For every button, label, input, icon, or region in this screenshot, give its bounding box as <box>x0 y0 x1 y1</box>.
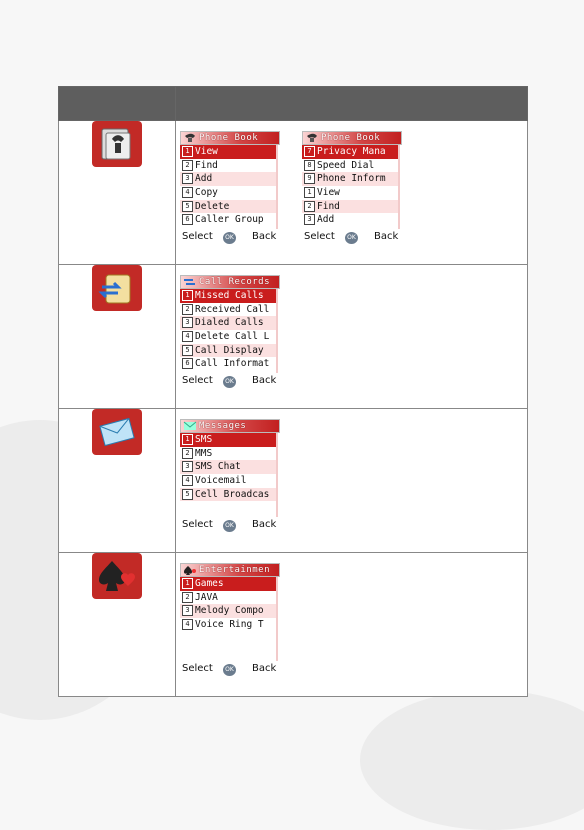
menu-item-label: Voice Ring T <box>195 619 264 631</box>
menu-item-number: 5 <box>182 489 193 500</box>
phone-handset-icon <box>305 133 319 143</box>
softkey-bar <box>182 231 282 245</box>
menu-item-number: 4 <box>182 475 193 486</box>
screen-cell <box>176 265 528 409</box>
menu-item-label: Add <box>317 214 335 226</box>
menu-item-number: 3 <box>182 605 193 616</box>
menu-list <box>180 433 278 517</box>
menu-item-label: Call Display <box>195 344 264 356</box>
messages-envelope-icon <box>92 409 142 455</box>
menu-item-number: 5 <box>182 201 193 212</box>
menu-item[interactable] <box>180 357 276 371</box>
menu-item-number: 6 <box>182 358 193 369</box>
softkey-bar <box>304 231 404 245</box>
menu-item-number: 2 <box>182 448 193 459</box>
menu-item-label: Received Call <box>195 303 270 315</box>
ok-key-icon[interactable]: OK <box>223 232 236 244</box>
menu-item[interactable] <box>180 433 276 447</box>
menu-item-number: 5 <box>182 345 193 356</box>
menu-item-number: 1 <box>182 290 193 301</box>
menu-item-number: 3 <box>182 461 193 472</box>
menu-table <box>58 86 528 697</box>
menu-item-label: JAVA <box>195 591 218 603</box>
screen-title: Phone Book <box>199 133 259 143</box>
menu-item-label: Games <box>195 578 224 589</box>
menu-item-label: Voicemail <box>195 475 247 487</box>
menu-item[interactable] <box>180 213 276 227</box>
phone-book-icon <box>92 121 142 167</box>
menu-item[interactable] <box>180 447 276 461</box>
menu-item-label: View <box>317 187 340 199</box>
menu-item[interactable] <box>180 344 276 358</box>
menu-list <box>180 145 278 229</box>
menu-item-number: 2 <box>182 592 193 603</box>
table-body <box>59 121 528 697</box>
phone-screen <box>180 417 280 541</box>
menu-item-label: Cell Broadcas <box>195 488 270 500</box>
screen-cell <box>176 553 528 697</box>
menu-item[interactable] <box>180 577 276 591</box>
phone-screen <box>302 129 402 253</box>
menu-item[interactable] <box>302 172 398 186</box>
menu-item-label: SMS Chat <box>195 461 241 473</box>
menu-item-number: 6 <box>182 214 193 225</box>
screen-title: Messages <box>199 421 247 431</box>
select-softkey[interactable]: Select <box>304 231 335 242</box>
table-row <box>59 553 528 697</box>
screen-title-bar <box>302 131 402 145</box>
menu-item-label: Delete Call L <box>195 331 270 343</box>
select-softkey[interactable]: Select <box>182 231 213 242</box>
icon-cell <box>59 553 176 697</box>
back-softkey[interactable]: Back <box>374 231 399 242</box>
softkey-bar <box>182 663 282 677</box>
menu-item[interactable] <box>180 474 276 488</box>
table-row <box>59 265 528 409</box>
menu-item[interactable] <box>302 186 398 200</box>
ok-key-icon[interactable]: OK <box>345 232 358 244</box>
select-softkey[interactable]: Select <box>182 663 213 674</box>
menu-item[interactable] <box>302 200 398 214</box>
menu-item-number: 9 <box>304 173 315 184</box>
menu-item-number: 4 <box>182 619 193 630</box>
menu-item[interactable] <box>180 145 276 159</box>
menu-item[interactable] <box>180 303 276 317</box>
screen-title-bar <box>180 131 280 145</box>
menu-item[interactable] <box>180 591 276 605</box>
background-decoration <box>360 690 584 830</box>
screen-title: Call Records <box>199 277 271 287</box>
back-softkey[interactable]: Back <box>252 231 277 242</box>
menu-item-label: Call Informat <box>195 358 270 370</box>
menu-item[interactable] <box>180 604 276 618</box>
menu-item-label: Caller Group <box>195 214 264 226</box>
menu-item[interactable] <box>180 316 276 330</box>
screen-title-bar <box>180 275 280 289</box>
table-header-screens <box>176 87 528 121</box>
menu-item[interactable] <box>180 289 276 303</box>
menu-item-number: 8 <box>304 160 315 171</box>
table-header-row <box>59 87 528 121</box>
ok-key-icon[interactable]: OK <box>223 664 236 676</box>
select-softkey[interactable]: Select <box>182 375 213 386</box>
menu-item-label: Delete <box>195 200 230 212</box>
softkey-bar <box>182 519 282 533</box>
menu-item-label: Melody Compo <box>195 605 264 617</box>
menu-item-number: 3 <box>182 173 193 184</box>
envelope-small-icon <box>183 421 197 431</box>
menu-item-number: 2 <box>182 160 193 171</box>
menu-item-number: 3 <box>182 317 193 328</box>
select-softkey[interactable]: Select <box>182 519 213 530</box>
menu-item-number: 1 <box>182 434 193 445</box>
icon-cell <box>59 121 176 265</box>
menu-item[interactable] <box>180 460 276 474</box>
menu-item-label: View <box>195 146 218 157</box>
phone-screen <box>180 561 280 685</box>
menu-item[interactable] <box>302 145 398 159</box>
icon-cell <box>59 409 176 553</box>
menu-list <box>180 289 278 373</box>
menu-item-number: 7 <box>304 146 315 157</box>
menu-item-label: Speed Dial <box>317 159 375 171</box>
icon-cell <box>59 265 176 409</box>
menu-item-label: Missed Calls <box>195 290 264 301</box>
menu-item[interactable] <box>180 200 276 214</box>
call-records-icon <box>92 265 142 311</box>
phone-screen <box>180 273 280 397</box>
menu-item-number: 1 <box>182 578 193 589</box>
menu-item-number: 1 <box>182 146 193 157</box>
menu-item-number: 4 <box>182 187 193 198</box>
menu-item-number: 4 <box>182 331 193 342</box>
menu-item-label: SMS <box>195 434 213 445</box>
menu-item-label: Copy <box>195 187 218 199</box>
table-row <box>59 409 528 553</box>
menu-item-label: Phone Inform <box>317 173 386 185</box>
menu-item[interactable] <box>180 186 276 200</box>
menu-item-number: 2 <box>182 304 193 315</box>
phone-handset-icon <box>183 133 197 143</box>
menu-item-label: MMS <box>195 447 213 459</box>
back-softkey[interactable]: Back <box>252 375 277 386</box>
menu-item-number: 2 <box>304 201 315 212</box>
menu-item-label: Privacy Mana <box>317 146 386 157</box>
menu-item-number: 1 <box>304 187 315 198</box>
menu-item-label: Find <box>195 159 218 171</box>
entertainment-spade-heart-icon <box>92 553 142 599</box>
menu-item[interactable] <box>302 213 398 227</box>
menu-list <box>180 577 278 661</box>
menu-item[interactable] <box>180 330 276 344</box>
menu-item[interactable] <box>180 172 276 186</box>
menu-item-label: Add <box>195 173 213 185</box>
menu-item[interactable] <box>180 488 276 502</box>
softkey-bar <box>182 375 282 389</box>
menu-item[interactable] <box>302 159 398 173</box>
screen-cell <box>176 409 528 553</box>
menu-item[interactable] <box>180 618 276 632</box>
screen-title-bar <box>180 563 280 577</box>
menu-item[interactable] <box>180 159 276 173</box>
screen-title: Entertainmen <box>199 565 271 575</box>
screen-title-bar <box>180 419 280 433</box>
spade-small-icon <box>183 565 197 575</box>
menu-item-label: Find <box>317 200 340 212</box>
table-row <box>59 121 528 265</box>
back-softkey[interactable]: Back <box>252 663 277 674</box>
call-records-small-icon <box>183 277 197 287</box>
menu-list <box>302 145 400 229</box>
ok-key-icon[interactable]: OK <box>223 520 236 532</box>
menu-item-number: 3 <box>304 214 315 225</box>
back-softkey[interactable]: Back <box>252 519 277 530</box>
table-header-icon <box>59 87 176 121</box>
menu-item-label: Dialed Calls <box>195 317 264 329</box>
screen-cell <box>176 121 528 265</box>
ok-key-icon[interactable]: OK <box>223 376 236 388</box>
screen-title: Phone Book <box>321 133 381 143</box>
phone-screen <box>180 129 280 253</box>
